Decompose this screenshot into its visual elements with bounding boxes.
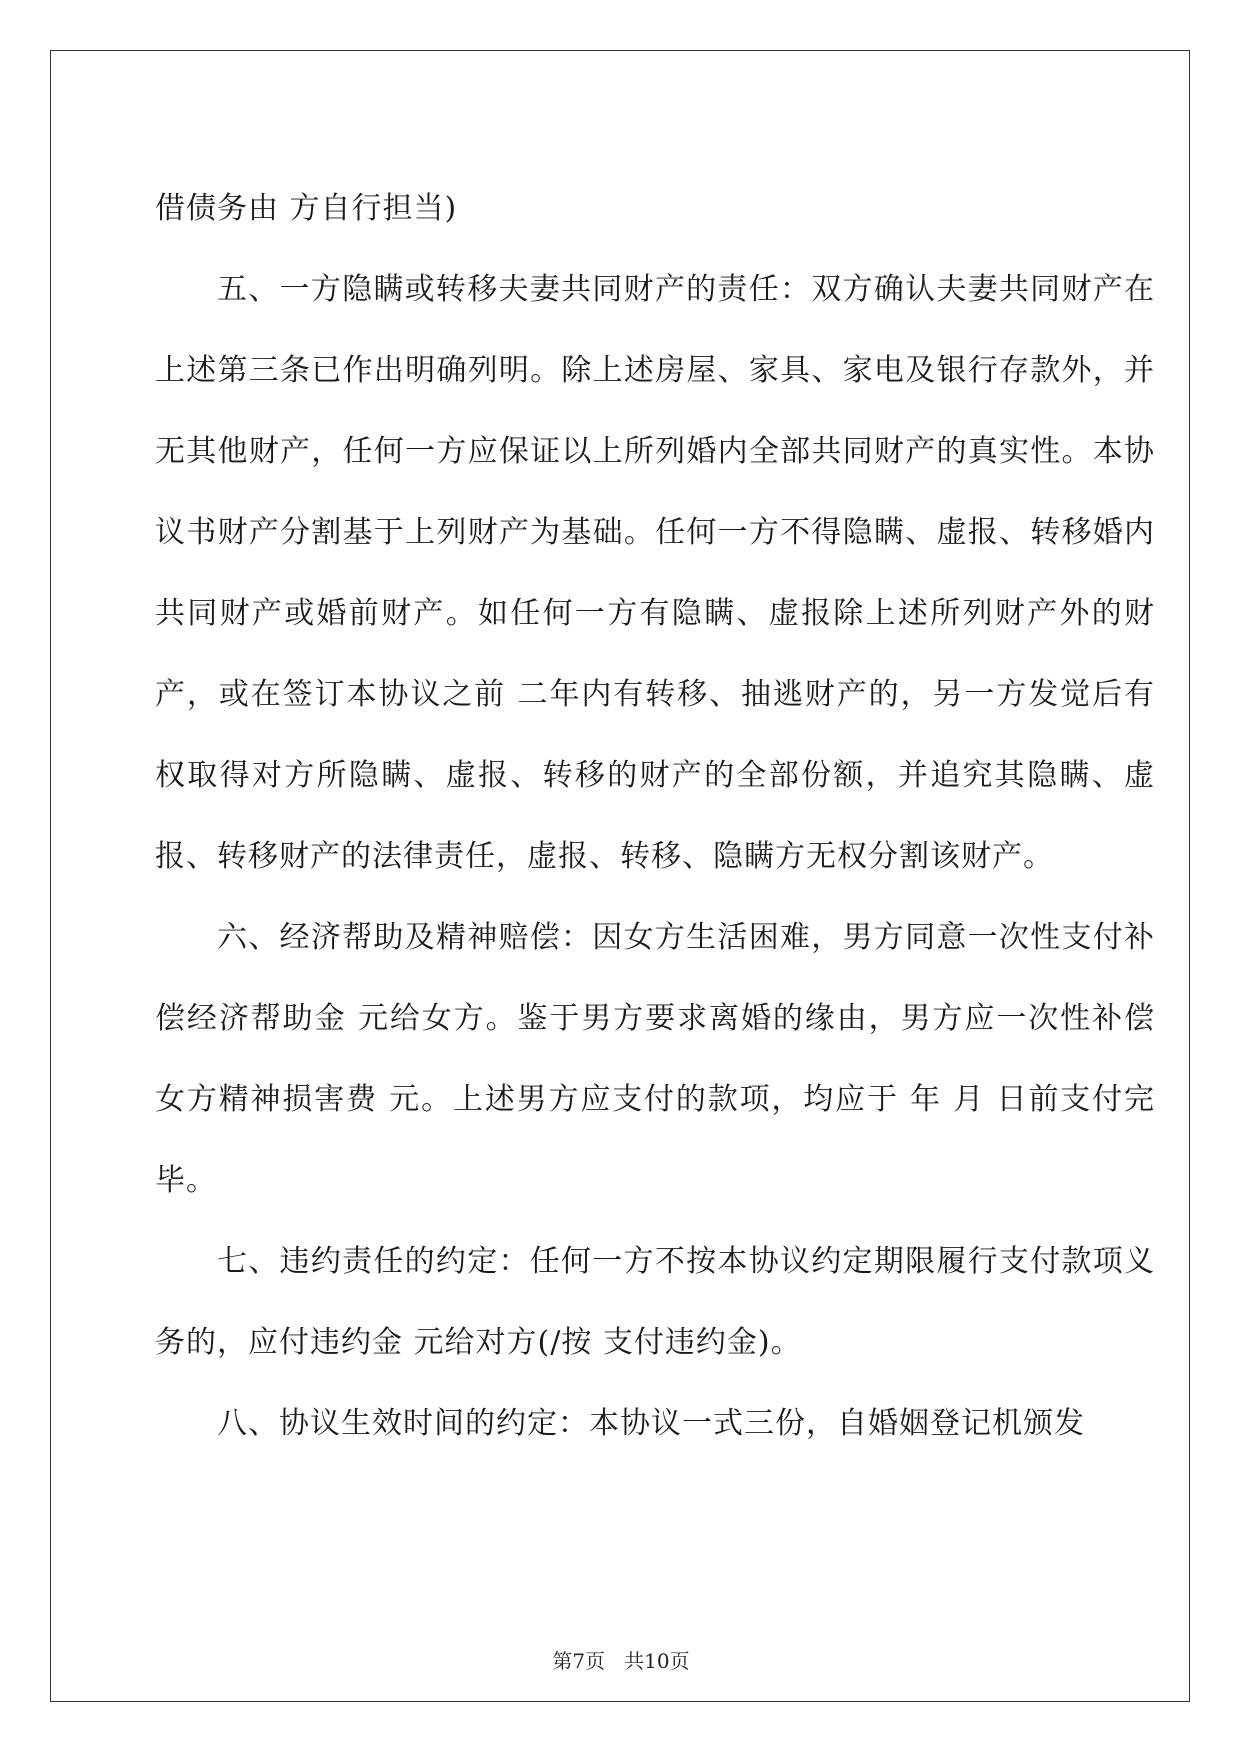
paragraph-clause-8-effective: 八、协议生效时间的约定：本协议一式三份，自婚姻登记机颁发 (217, 1406, 1085, 1441)
page-number-footer: 第7页 共10页 (552, 1649, 690, 1673)
paragraph-debt-continuation: 借债务由 方自行担当) (155, 191, 458, 226)
paragraph-clause-6-compensation: 六、经济帮助及精神赔偿：因女方生活困难，男方同意一次性支付补偿经济帮助金 元给女方。鉴于男方要求离婚的缘由，男方应一次性补偿女方精神损害费 元。上述男方应支付的款项，均应于 年 月 日前支付完毕。 (155, 920, 1155, 1198)
paragraph-clause-5-concealment: 五、一方隐瞒或转移夫妻共同财产的责任：双方确认夫妻共同财产在上述第三条已作出明确列明。除上述房屋、家具、家电及银行存款外，并无其他财产，任何一方应保证以上所列婚内全部共同财产的真实性。本协议书财产分割基于上列财产为基础。任何一方不得隐瞒、虚报、转移婚内共同财产或婚前财产。如任何一方有隐瞒、虚报除上述所列财产外的财产，或在签订本协议之前 二年内有转移、抽逃财产的，另一方发觉后有权取得对方所隐瞒、虚报、转移的财产的全部份额，并追究其隐瞒、虚报、转移财产的法律责任，虚报、转移、隐瞒方无权分割该财产。 (155, 272, 1155, 874)
paragraph-clause-7-breach: 七、违约责任的约定：任何一方不按本协议约定期限履行支付款项义务的，应付违约金 元给对方(/按 支付违约金)。 (155, 1244, 1155, 1360)
document-body (155, 168, 1155, 1464)
page-frame (50, 50, 1190, 1702)
